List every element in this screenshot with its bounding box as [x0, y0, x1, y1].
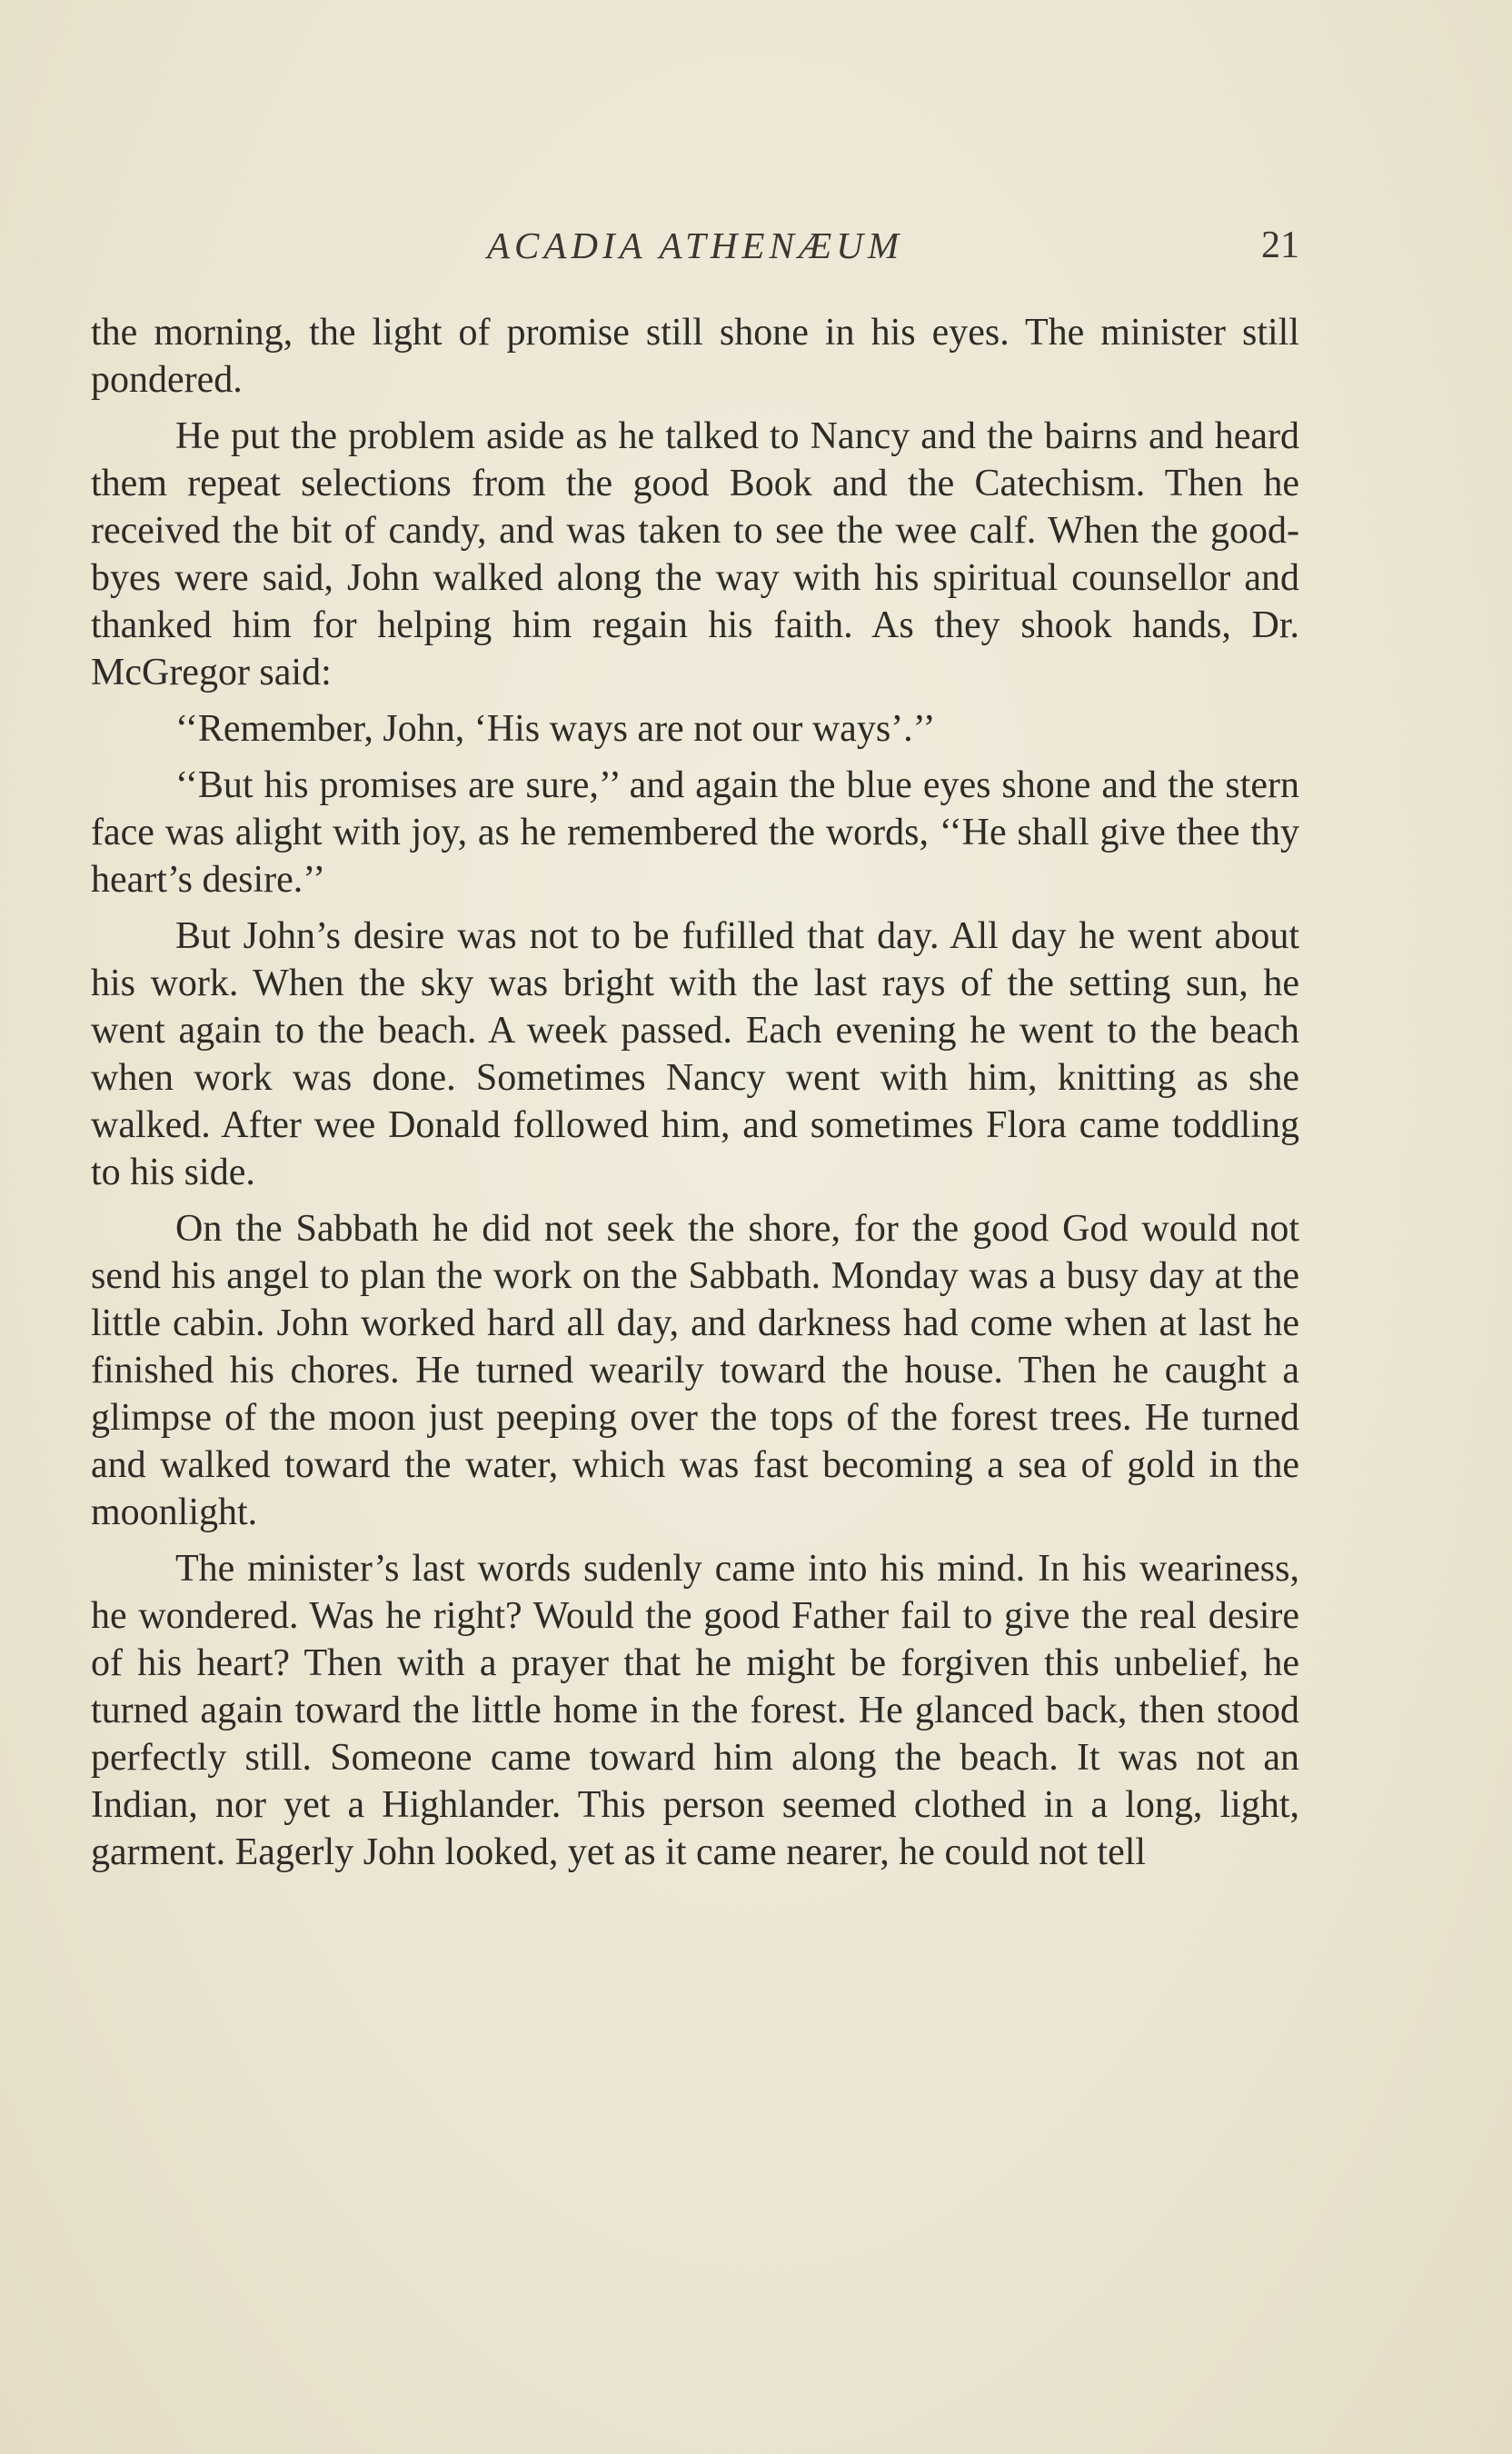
body-text — [91, 309, 1299, 1885]
paragraph-6: On the Sabbath he did not seek the shore, for the good God would not send his angel to plan the work on the Sabbath. Monday was a busy day at the little cabin. John worked hard all day, and darkness had come when at last he finished his chores. He turned wearily toward the house. Then he caught a glimpse of the moon just peeping over the tops of the forest trees. He turned and walked toward the water, which was fast becoming a sea of gold in the moonlight. — [91, 1208, 1299, 1533]
paragraph-2: He put the problem aside as he talked to Nancy and the bairns and heard them repeat selections from the good Book and the Catechism. Then he received the bit of candy, and was taken to see the wee calf. When the good-byes were said, John walked along the way with his spiritual counsellor and thanked him for helping him regain his faith. As they shook hands, Dr. McGregor said: — [91, 415, 1299, 693]
paragraph-3: ‘‘Remember, John, ‘His ways are not our ways’.’’ — [175, 708, 936, 750]
page-header — [91, 218, 1299, 273]
paragraph-1: the morning, the light of promise still shone in his eyes. The minister still pondered. — [91, 312, 1299, 401]
page-number: 21 — [1261, 224, 1299, 266]
running-title: ACADIA ATHENÆUM — [486, 224, 904, 266]
paragraph-7: The minister’s last words sudenly came into his mind. In his weariness, he wondered. Was he right? Would the good Father fail to give the real desire of his heart? Then with a prayer that he might be forgiven this unbelief, he turned again toward the little home in the forest. He glanced back, then stood perfectly still. Someone came toward him along the beach. It was not an Indian, nor yet a Highlander. This person seemed clothed in a long, light, garment. Eagerly John looked, yet as it came nearer, he could not tell — [91, 1548, 1299, 1873]
paragraph-4: ‘‘But his promises are sure,’’ and again the blue eyes shone and the stern face was alight with joy, as he remembered the words, ‘‘He shall give thee thy heart’s desire.’’ — [91, 764, 1299, 901]
paragraph-5: But John’s desire was not to be fufilled that day. All day he went about his work. When the sky was bright with the last rays of the setting sun, he went again to the beach. A week passed. Each evening he went to the beach when work was done. Sometimes Nancy went with him, knitting as she walked. After wee Donald followed him, and sometimes Flora came toddling to his side. — [91, 915, 1299, 1193]
